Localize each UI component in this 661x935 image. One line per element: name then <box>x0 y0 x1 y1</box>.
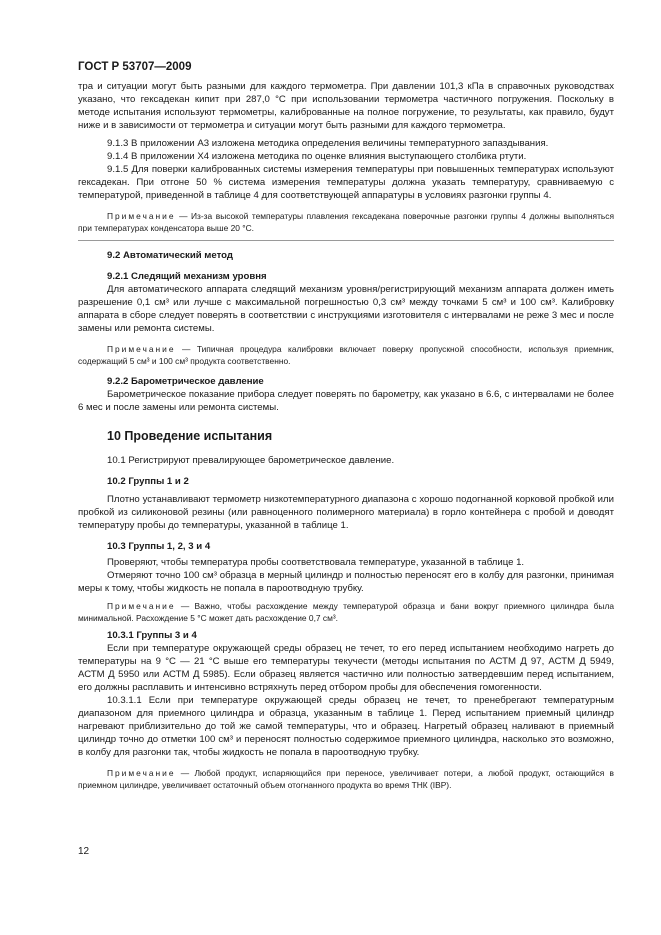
document-body <box>78 80 614 791</box>
note-label: Примечание <box>107 768 176 778</box>
paragraph-10-3-1-1: 10.3.1.1 Если при температуре окружающей среды образец не течет, то пренебрегают температурным диапазоном для приемного цилиндра и образца, указанным в таблице 1. Перед испытанием приемный цилиндр нагревают приблизительно до той же самой температуры, что и образец. Нагретый образец наливают в приемный цилиндр точно до отметки 100 см³ и переносят полностью содержимое приемного цилиндра, насколько это возможно, в колбу для разгонки так, чтобы жидкость не попала в пароотводную трубку. <box>78 695 614 758</box>
note-text: — Типичная процедура калибровки включает поверку пропускной способности, используя приемник, содержащий 5 см³ и 100 см³ продукта соответственно. <box>78 344 614 366</box>
note-text: — Любой продукт, испаряющийся при переносе, увеличивает потери, а любой продукт, остающийся в приемном цилиндре, увеличивает остаточный объем отогнанного продукта во время ТНК (IBP). <box>78 768 614 790</box>
paragraph-9-1-3: 9.1.3 В приложении А3 изложена методика определения величины температурного запаздывания. <box>107 138 549 149</box>
paragraph-9-2-1: Для автоматического аппарата следящий механизм уровня/регистрирующий механизм аппарата должен иметь разрешение 0,1 см³ или лучше с максимальной погрешностью 0,3 см³ между точками 5 см³ и 100 см³. Калибровку аппарата в сборе следует поверять в соответствии с инструкциями изготовителя с интервалами не реже 3 мес и после замены или ремонта системы. <box>78 284 614 334</box>
heading-9-2-2: 9.2.2 Барометрическое давление <box>107 376 264 387</box>
note-4 <box>78 767 614 791</box>
note-text: — Из-за высокой температуры плавления гексадекана поверочные разгонки группы 4 должны выполняться при температурах конденсатора выше 20 °С. <box>78 211 614 233</box>
paragraph-10-2: Плотно устанавливают термометр низкотемпературного диапазона с хорошо подогнанной корковой пробкой или пробкой из силиконовой резины (или равноценного полимерного материала) в горло контейнера с пробой и доводят температуру пробы до температуры, указанной в таблице 1. <box>78 494 614 531</box>
heading-section-10: 10 Проведение испытания <box>107 429 273 443</box>
note-label: Примечание <box>107 601 176 611</box>
note-label: Примечание <box>107 344 176 354</box>
note-label: Примечание <box>107 211 176 221</box>
paragraph-10-3-a: Проверяют, чтобы температура пробы соответствовала температуре, указанной в таблице 1. <box>107 557 525 568</box>
note-text: — Важно, чтобы расхождение между температурой образца и бани вокруг приемного цилиндра была минимальной. Расхождение 5 °С может дать расхождение 0,7 см³. <box>78 601 614 623</box>
paragraph-9-1-5: 9.1.5 Для поверки калиброванных системы измерения температуры при повышенных температурах используют гексадекан. При отгоне 50 % система измерения температуры должна указать температуру, сравниваемую с температурой, приведенной в таблице 4 для соответствующей аппаратуры в условиях разгонки группы 4. <box>78 164 614 201</box>
paragraph-10-3-1: Если при температуре окружающей среды образец не течет, то его перед испытанием необходимо нагреть до температуры на 9 °С — 21 °С выше его температуры текучести (методы испытания по АСТМ Д 97, АСТМ Д 5949, АСТМ Д 5950 или АСТМ Д 5985). Если образец является частично или полностью затвердевшим перед испытанием, его должны расплавить и интенсивно встряхнуть перед отбором пробы для обеспечения гомогенности. <box>78 643 614 693</box>
page-number: 12 <box>78 846 90 857</box>
heading-9-2-1: 9.2.1 Следящий механизм уровня <box>107 271 267 282</box>
document-header: ГОСТ Р 53707—2009 <box>78 61 192 73</box>
heading-10-3: 10.3 Группы 1, 2, 3 и 4 <box>107 541 211 552</box>
paragraph-10-3-b: Отмеряют точно 100 см³ образца в мерный цилиндр и полностью переносят его в колбу для разгонки, принимая меры к тому, чтобы жидкость не попала в пароотводную трубку. <box>78 570 614 594</box>
heading-10-3-1: 10.3.1 Группы 3 и 4 <box>107 630 197 641</box>
note-2 <box>78 343 614 367</box>
heading-10-2: 10.2 Группы 1 и 2 <box>107 476 189 487</box>
note-3 <box>78 600 614 624</box>
heading-9-2: 9.2 Автоматический метод <box>107 250 233 261</box>
paragraph-9-2-2: Барометрическое показание прибора следует поверять по барометру, как указано в 6.6, с интервалами не более 6 мес и после замены или ремонта системы. <box>78 389 614 413</box>
paragraph-9-1-4: 9.1.4 В приложении Х4 изложена методика по оценке влияния выступающего столбика ртути. <box>107 151 527 162</box>
note-1 <box>78 210 614 234</box>
paragraph-10-1: 10.1 Регистрируют превалирующее барометрическое давление. <box>107 455 395 466</box>
paragraph-continued: тра и ситуации могут быть разными для каждого термометра. При давлении 101,3 кПа в справочных руководствах указано, что гексадекан кипит при 287,0 °С при использовании термометра частичного погружения. Поскольку в методе испытания используют термометры, калиброванные на полное погружение, то результаты, как правило, будут ниже и в зависимости от термометра и ситуации могут быть разными для каждого термометра. <box>78 81 614 131</box>
